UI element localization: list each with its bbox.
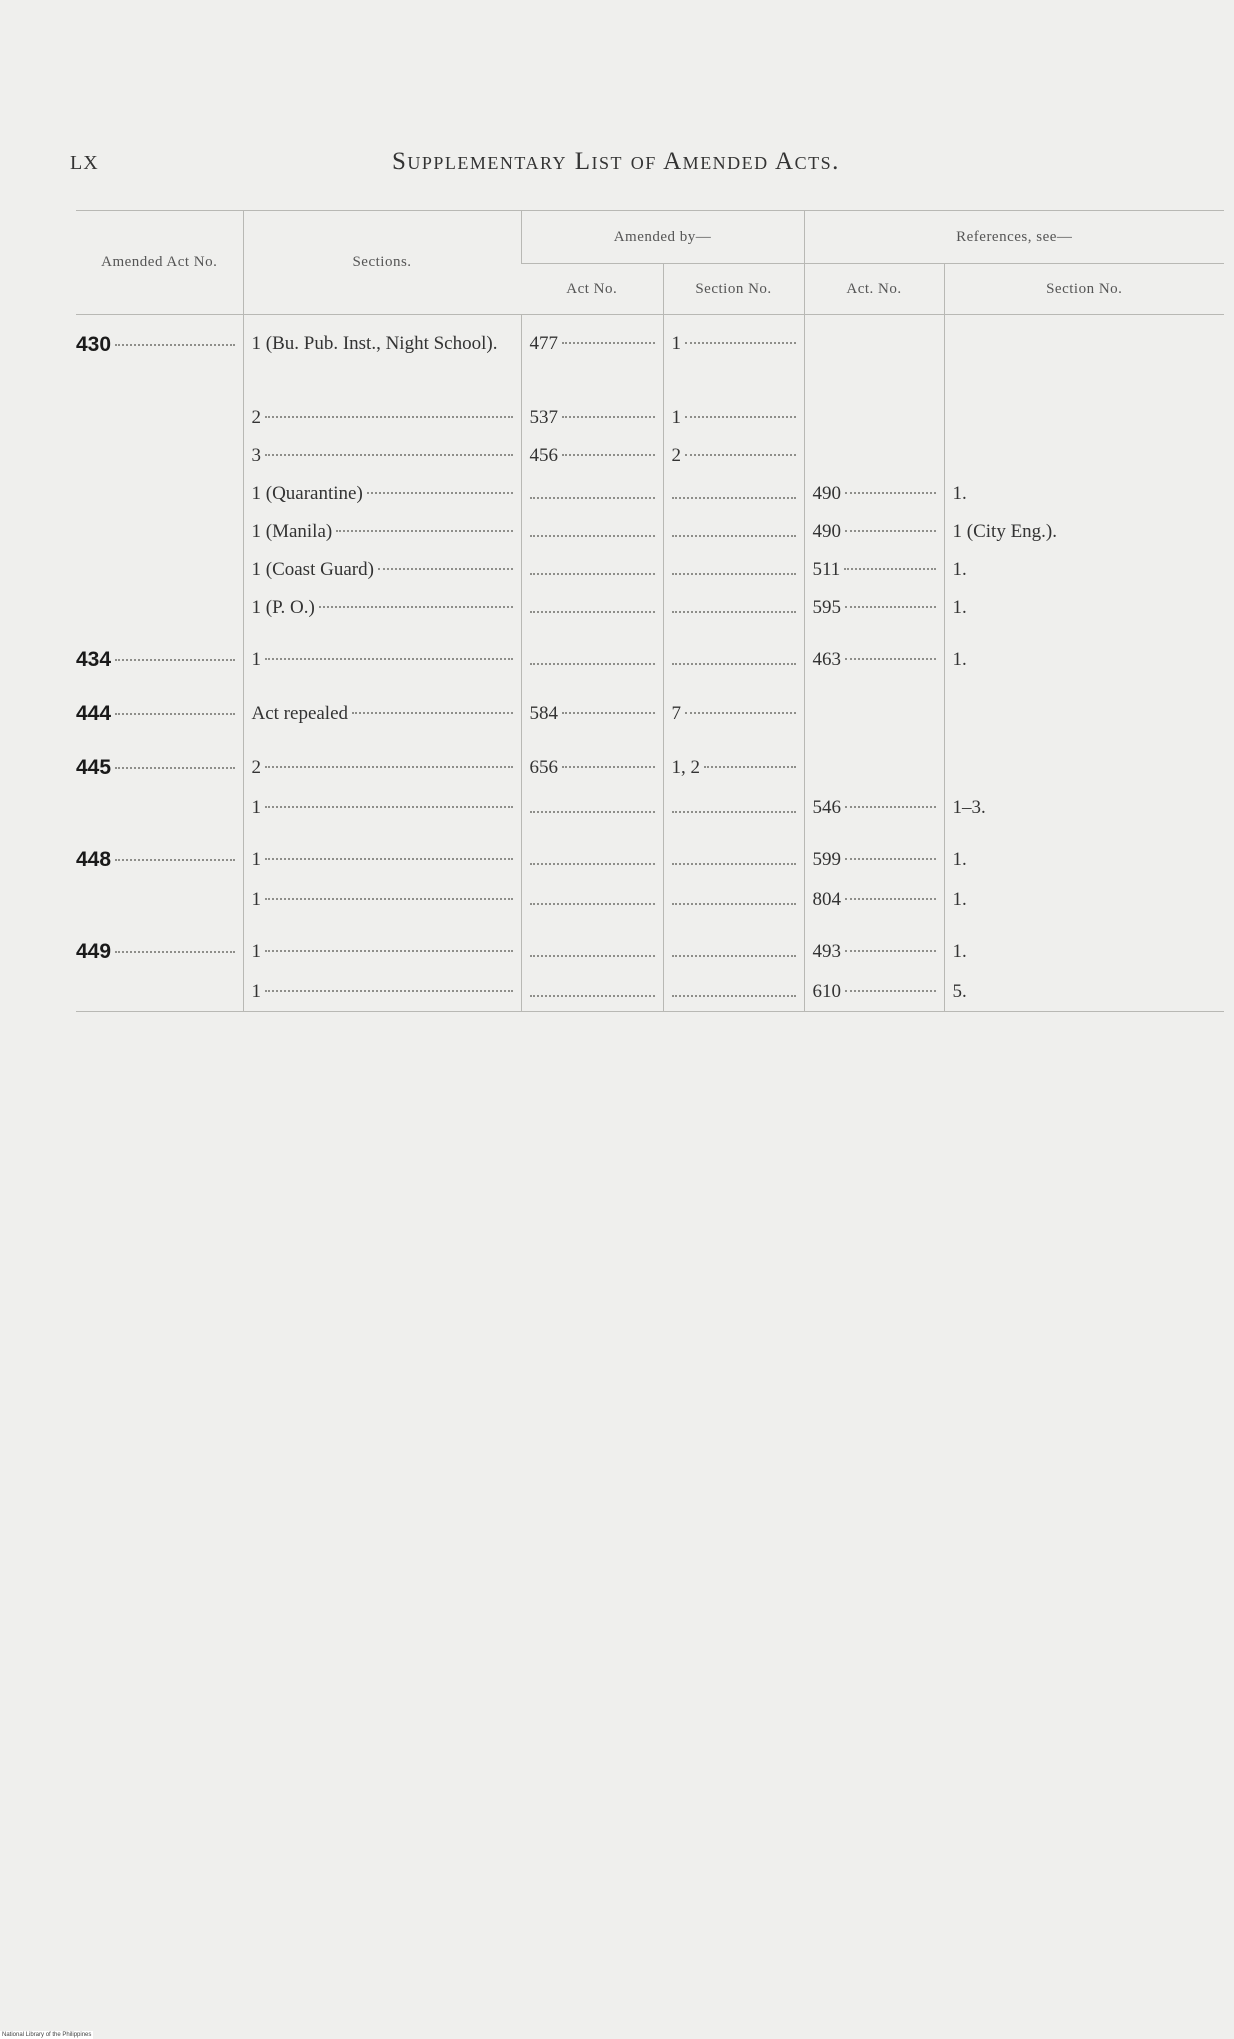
amended-by-section-no-cell: [663, 475, 804, 513]
dot-leader: [352, 711, 512, 714]
sections-cell: [243, 881, 521, 919]
dot-leader: [845, 605, 936, 608]
dot-leader: [672, 610, 796, 613]
table-body: [76, 315, 1224, 1012]
amended-by-act-no-cell: [521, 827, 663, 881]
dot-leader: [685, 341, 796, 344]
amended-by-section-no-text: 1: [671, 407, 681, 428]
amended-by-section-no-cell: [663, 399, 804, 437]
table-row: [76, 437, 1224, 475]
sections-text: 1: [251, 941, 261, 962]
sections-text: 1 (Coast Guard): [251, 559, 374, 580]
amended-by-act-no-cell: [521, 735, 663, 789]
dot-leader: [845, 897, 936, 900]
amended-act-no-cell: [76, 475, 243, 513]
references-act-no-text: 804: [812, 889, 842, 910]
dot-leader: [562, 415, 655, 418]
sections-cell: [243, 789, 521, 827]
references-act-no-text: 595: [812, 597, 842, 618]
sections-cell: [243, 589, 521, 627]
sections-text: 2: [251, 757, 261, 778]
table-row: [76, 551, 1224, 589]
references-section-no-cell: [944, 475, 1224, 513]
references-section-no-cell: [944, 513, 1224, 551]
amended-by-section-no-cell: [663, 589, 804, 627]
dot-leader: [672, 810, 796, 813]
amended-by-section-no-cell: [663, 437, 804, 475]
dot-leader: [672, 994, 796, 997]
table-row: [76, 973, 1224, 1012]
dot-leader: [685, 453, 796, 456]
table-row: [76, 735, 1224, 789]
dot-leader: [265, 949, 513, 952]
dot-leader: [530, 572, 655, 575]
dot-leader: [265, 857, 513, 860]
sections-cell: [243, 437, 521, 475]
amended-act-no-cell: [76, 973, 243, 1012]
table-row: [76, 399, 1224, 437]
sections-cell: [243, 973, 521, 1012]
amended-act-no-cell: [76, 315, 243, 400]
dot-leader: [562, 453, 655, 456]
amended-by-act-no-cell: [521, 973, 663, 1012]
amended-by-act-no-cell: [521, 475, 663, 513]
dot-leader: [672, 662, 796, 665]
amended-acts-table: [76, 210, 1224, 1012]
amended-by-section-no-cell: [663, 789, 804, 827]
sections-text: Act repealed: [251, 703, 349, 724]
table-row: [76, 513, 1224, 551]
sections-text: 1: [251, 649, 261, 670]
references-section-no-text: 1.: [952, 597, 967, 618]
amended-act-no-cell: [76, 399, 243, 437]
references-act-no-text: 599: [812, 849, 842, 870]
sections-cell: [243, 827, 521, 881]
table-row: [76, 315, 1224, 400]
table-row: [76, 827, 1224, 881]
sections-text: 1 (P. O.): [251, 597, 315, 618]
sections-text: 2: [251, 407, 261, 428]
amended-act-no-text: 434: [76, 648, 112, 671]
amended-act-no-cell: [76, 919, 243, 973]
amended-by-act-no-cell: [521, 681, 663, 735]
amended-by-act-no-text: 656: [529, 757, 558, 778]
amended-act-no-text: 430: [76, 333, 112, 356]
dot-leader: [672, 862, 796, 865]
header-references-section-no: Section No.: [944, 264, 1224, 315]
dot-leader: [530, 662, 655, 665]
dot-leader: [265, 415, 513, 418]
references-act-no-text: 546: [812, 797, 842, 818]
amended-by-section-no-cell: [663, 919, 804, 973]
dot-leader: [844, 567, 935, 570]
amended-act-no-cell: [76, 513, 243, 551]
amended-act-no-text: 448: [76, 848, 112, 871]
references-section-no-cell: [944, 627, 1224, 681]
sections-cell: [243, 919, 521, 973]
references-section-no-text: 1.: [952, 559, 967, 580]
dot-leader: [378, 567, 513, 570]
references-section-no-cell: [944, 681, 1224, 735]
dot-leader: [672, 496, 796, 499]
table-row: [76, 627, 1224, 681]
amended-act-no-cell: [76, 827, 243, 881]
table-row: [76, 681, 1224, 735]
dot-leader: [115, 658, 234, 661]
dot-leader: [845, 857, 936, 860]
dot-leader: [367, 491, 513, 494]
sections-text: 1 (Quarantine): [251, 483, 363, 504]
amended-by-act-no-cell: [521, 589, 663, 627]
sections-cell: [243, 475, 521, 513]
dot-leader: [530, 496, 655, 499]
amended-act-no-cell: [76, 627, 243, 681]
references-act-no-cell: [804, 399, 944, 437]
dot-leader: [530, 610, 655, 613]
amended-by-section-no-cell: [663, 881, 804, 919]
amended-by-section-no-cell: [663, 315, 804, 400]
dot-leader: [845, 529, 936, 532]
references-act-no-cell: [804, 735, 944, 789]
table-row: [76, 475, 1224, 513]
dot-leader: [845, 949, 936, 952]
header-amended-by-section-no: Section No.: [663, 264, 804, 315]
references-act-no-text: 493: [812, 941, 842, 962]
dot-leader: [672, 902, 796, 905]
header-references-act-no: Act. No.: [804, 264, 944, 315]
references-section-no-text: 1.: [952, 941, 967, 962]
page-number: LX: [70, 152, 99, 174]
header-references: References, see—: [804, 211, 1224, 264]
sections-text: 1: [251, 849, 261, 870]
header-amended-by: Amended by—: [521, 211, 804, 264]
references-section-no-text: 1.: [952, 849, 967, 870]
dot-leader: [530, 810, 655, 813]
amended-act-no-cell: [76, 735, 243, 789]
dot-leader: [265, 453, 513, 456]
amended-act-no-cell: [76, 437, 243, 475]
section-text: 1 (Bu. Pub. Inst., Night School).: [251, 333, 498, 354]
amended-acts-table-container: [76, 210, 1224, 1012]
library-watermark: National Library of the Philippines: [2, 2032, 92, 2038]
table-row: [76, 919, 1224, 973]
sections-text: 3: [251, 445, 261, 466]
amended-act-no-cell: [76, 881, 243, 919]
amended-act-no-text: 449: [76, 940, 112, 963]
dot-leader: [562, 765, 655, 768]
dot-leader: [562, 711, 655, 714]
amended-by-section-no-cell: [663, 827, 804, 881]
dot-leader: [265, 989, 513, 992]
references-act-no-text: 463: [812, 649, 842, 670]
dot-leader: [530, 862, 655, 865]
dot-leader: [115, 858, 234, 861]
header-sections: Sections.: [243, 211, 521, 315]
amended-by-act-no-text: 456: [529, 445, 558, 466]
amended-by-section-no-text: 7: [671, 703, 681, 724]
dot-leader: [685, 415, 796, 418]
dot-leader: [845, 491, 936, 494]
dot-leader: [265, 765, 513, 768]
sections-cell: [243, 627, 521, 681]
references-act-no-text: 490: [812, 521, 842, 542]
references-act-no-cell: [804, 437, 944, 475]
table-row: [76, 881, 1224, 919]
references-act-no-cell: [804, 315, 944, 400]
amended-by-act-no-cell: [521, 789, 663, 827]
sections-text: 1: [251, 981, 261, 1002]
dot-leader: [845, 657, 936, 660]
header-amended-by-act-no: Act No.: [566, 280, 618, 297]
dot-leader: [672, 954, 796, 957]
amended-by-act-no-text: 477: [529, 333, 558, 354]
amended-by-section-no-text: 2: [671, 445, 681, 466]
references-act-no-cell: [804, 919, 944, 973]
dot-leader: [672, 534, 796, 537]
references-section-no-text: 1 (City Eng.).: [952, 521, 1058, 542]
references-section-no-cell: [944, 551, 1224, 589]
amended-by-act-no-cell: [521, 627, 663, 681]
dot-leader: [265, 805, 513, 808]
references-act-no-cell: [804, 627, 944, 681]
amended-act-no-cell: [76, 589, 243, 627]
dot-leader: [530, 994, 655, 997]
references-section-no-cell: [944, 827, 1224, 881]
sections-cell: [243, 735, 521, 789]
dot-leader: [672, 572, 796, 575]
dot-leader: [336, 529, 512, 532]
table-row: [76, 589, 1224, 627]
references-act-no-cell: [804, 827, 944, 881]
dot-leader: [319, 605, 513, 608]
amended-by-act-no-cell: [521, 919, 663, 973]
sections-cell: [243, 315, 521, 400]
references-section-no-cell: [944, 881, 1224, 919]
amended-by-act-no-cell: [521, 437, 663, 475]
dot-leader: [685, 711, 796, 714]
table-row: [76, 789, 1224, 827]
sections-text: 1: [251, 889, 261, 910]
dot-leader: [530, 534, 655, 537]
dot-leader: [704, 765, 796, 768]
amended-by-section-no-cell: [663, 681, 804, 735]
references-section-no-cell: [944, 589, 1224, 627]
amended-act-no-text: 444: [76, 702, 112, 725]
dot-leader: [265, 657, 513, 660]
sections-cell: [243, 681, 521, 735]
page-title: Supplementary List of Amended Acts.: [392, 148, 840, 175]
dot-leader: [530, 902, 655, 905]
references-act-no-cell: [804, 973, 944, 1012]
dot-leader: [265, 897, 513, 900]
sections-cell: [243, 399, 521, 437]
amended-act-no-text: 445: [76, 756, 112, 779]
amended-by-act-no-cell: [521, 513, 663, 551]
sections-text: 1 (Manila): [251, 521, 333, 542]
sections-text: 1: [251, 797, 261, 818]
references-section-no-cell: [944, 973, 1224, 1012]
amended-by-act-no-cell: [521, 551, 663, 589]
amended-act-no-cell: [76, 789, 243, 827]
amended-by-section-no-cell: [663, 973, 804, 1012]
references-act-no-cell: [804, 475, 944, 513]
references-section-no-cell: [944, 315, 1224, 400]
references-section-no-cell: [944, 437, 1224, 475]
references-act-no-text: 610: [812, 981, 842, 1002]
amended-by-act-no-text: 537: [529, 407, 558, 428]
references-section-no-text: 5.: [952, 981, 967, 1002]
references-act-no-cell: [804, 551, 944, 589]
amended-by-section-no-text: 1, 2: [671, 757, 700, 778]
references-section-no-cell: [944, 789, 1224, 827]
references-act-no-cell: [804, 881, 944, 919]
references-section-no-text: 1.: [952, 889, 967, 910]
references-section-no-cell: [944, 399, 1224, 437]
dot-leader: [530, 954, 655, 957]
amended-by-act-no-cell: [521, 881, 663, 919]
amended-by-section-no-cell: [663, 627, 804, 681]
references-act-no-text: 490: [812, 483, 842, 504]
sections-cell: [243, 551, 521, 589]
references-section-no-text: 1–3.: [952, 797, 986, 818]
dot-leader: [845, 989, 936, 992]
amended-act-no-cell: [76, 551, 243, 589]
references-act-no-cell: [804, 681, 944, 735]
amended-act-no-cell: [76, 681, 243, 735]
references-act-no-cell: [804, 513, 944, 551]
references-act-no-text: 511: [812, 559, 841, 580]
header-amended-act-no: Amended Act No.: [101, 254, 218, 270]
dot-leader: [115, 712, 234, 715]
references-section-no-text: 1.: [952, 483, 967, 504]
dot-leader: [562, 341, 655, 344]
table-header: [76, 211, 1224, 315]
references-section-no-cell: [944, 919, 1224, 973]
amended-by-section-no-cell: [663, 513, 804, 551]
sections-cell: [243, 513, 521, 551]
dot-leader: [115, 950, 234, 953]
amended-by-act-no-cell: [521, 315, 663, 400]
references-section-no-cell: [944, 735, 1224, 789]
amended-by-section-no-cell: [663, 551, 804, 589]
amended-by-act-no-cell: [521, 399, 663, 437]
references-act-no-cell: [804, 789, 944, 827]
dot-leader: [115, 343, 234, 346]
amended-by-section-no-cell: [663, 735, 804, 789]
dot-leader: [115, 766, 234, 769]
references-act-no-cell: [804, 589, 944, 627]
dot-leader: [845, 805, 936, 808]
references-section-no-text: 1.: [952, 649, 967, 670]
amended-by-section-no-text: 1: [671, 333, 681, 354]
amended-by-act-no-text: 584: [529, 703, 558, 724]
